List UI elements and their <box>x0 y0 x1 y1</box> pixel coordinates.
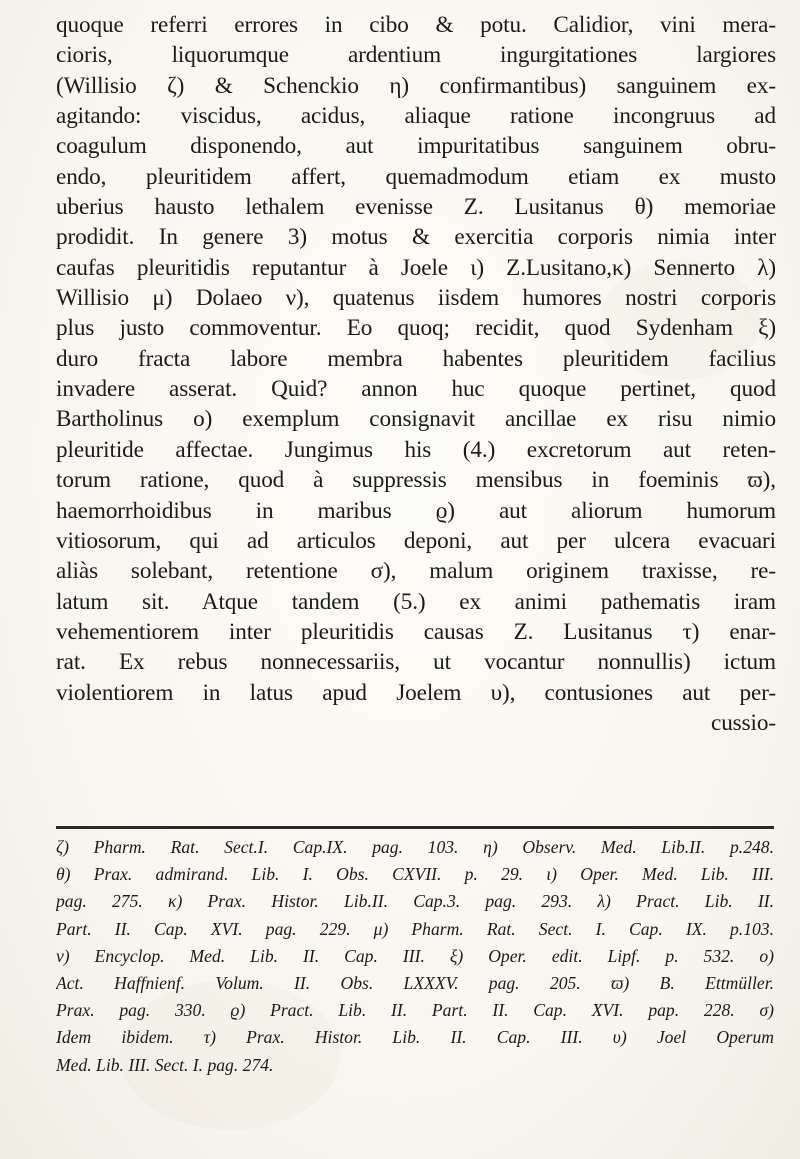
footnote-line: ν) Encyclop. Med. Lib. II. Cap. III. ξ) Oper. edit. Lipf. p. 532. ο) <box>56 945 774 966</box>
text-line: latum sit. Atque tandem (5.) ex animi pathematis iram <box>56 588 776 615</box>
text-line: aliàs solebant, retentione σ), malum originem traxisse, re- <box>56 558 776 585</box>
text-line: Willisio μ) Dolaeo ν), quatenus iisdem humores nostri corporis <box>56 285 776 312</box>
footnote-line: Part. II. Cap. XVI. pag. 229. μ) Pharm. Rat. Sect. I. Cap. IX. p.103. <box>56 918 774 939</box>
text-line: quoque referri errores in cibo & potu. Calidior, vini mera- <box>56 12 776 38</box>
text-line: endo, pleuritidem affert, quemadmodum etiam ex musto <box>56 163 776 190</box>
footnote-line: θ) Prax. admirand. Lib. I. Obs. CXVII. p. 29. ι) Oper. Med. Lib. III. <box>56 864 774 885</box>
text-line: Bartholinus ο) exemplum consignavit ancillae ex risu nimio <box>56 406 776 433</box>
text-line: cioris, liquorumque ardentium ingurgitationes largiores <box>56 42 776 69</box>
text-line: torum ratione, quod à suppressis mensibus in foeminis ϖ), <box>56 467 776 494</box>
text-line: caufas pleuritidis reputantur à Joele ι) Z.Lusitano,κ) Sennerto λ) <box>56 254 776 281</box>
text-line: haemorrhoidibus in maribus ϱ) aut aliorum humorum <box>56 497 776 524</box>
text-line: (Willisio ζ) & Schenckio η) confirmantibus) sanguinem ex- <box>56 72 776 99</box>
text-line: rat. Ex rebus nonnecessariis, ut vocantur nonnullis) ictum <box>56 649 776 676</box>
footnote-line: Act. Haffnienf. Volum. II. Obs. LXXXV. pag. 205. ϖ) B. Ettmüller. <box>56 972 774 993</box>
footnote-line: Med. Lib. III. Sect. I. pag. 274. <box>56 1054 274 1075</box>
main-text <box>56 10 776 738</box>
footnote-line: Idem ibidem. τ) Prax. Histor. Lib. II. Cap. III. υ) Joel Operum <box>56 1027 774 1048</box>
text-line: prodidit. In genere 3) motus & exercitia corporis nimia inter <box>56 224 776 251</box>
text-line: vitiosorum, qui ad articulos deponi, aut per ulcera evacuari <box>56 527 776 554</box>
footnote-rule <box>56 826 774 829</box>
text-line: violentiorem in latus apud Joelem υ), contusiones aut per- <box>56 679 776 706</box>
text-line: uberius hausto lethalem evenisse Z. Lusitanus θ) memoriae <box>56 194 776 221</box>
text-line: invadere asserat. Quid? annon huc quoque pertinet, quod <box>56 376 776 403</box>
catchword: cussio- <box>711 709 776 736</box>
footnote-line: Prax. pag. 330. ϱ) Pract. Lib. II. Part. II. Cap. XVI. pap. 228. σ) <box>56 1000 774 1021</box>
text-line: duro fracta labore membra habentes pleuritidem facilius <box>56 345 776 372</box>
text-line: agitando: viscidus, acidus, aliaque ratione incongruus ad <box>56 103 776 130</box>
footnote-line: ζ) Pharm. Rat. Sect.I. Cap.IX. pag. 103. η) Observ. Med. Lib.II. p.248. <box>56 837 774 857</box>
text-line: plus justo commoventur. Eo quoq; recidit, quod Sydenham ξ) <box>56 315 776 342</box>
text-line: vehementiorem inter pleuritidis causas Z. Lusitanus τ) enar- <box>56 618 776 645</box>
footnote-line: pag. 275. κ) Prax. Histor. Lib.II. Cap.3. pag. 293. λ) Pract. Lib. II. <box>56 891 774 912</box>
text-line: pleuritide affectae. Jungimus his (4.) excretorum aut reten- <box>56 436 776 463</box>
text-line: coagulum disponendo, aut impuritatibus sanguinem obru- <box>56 133 776 160</box>
footnotes <box>56 834 774 1079</box>
